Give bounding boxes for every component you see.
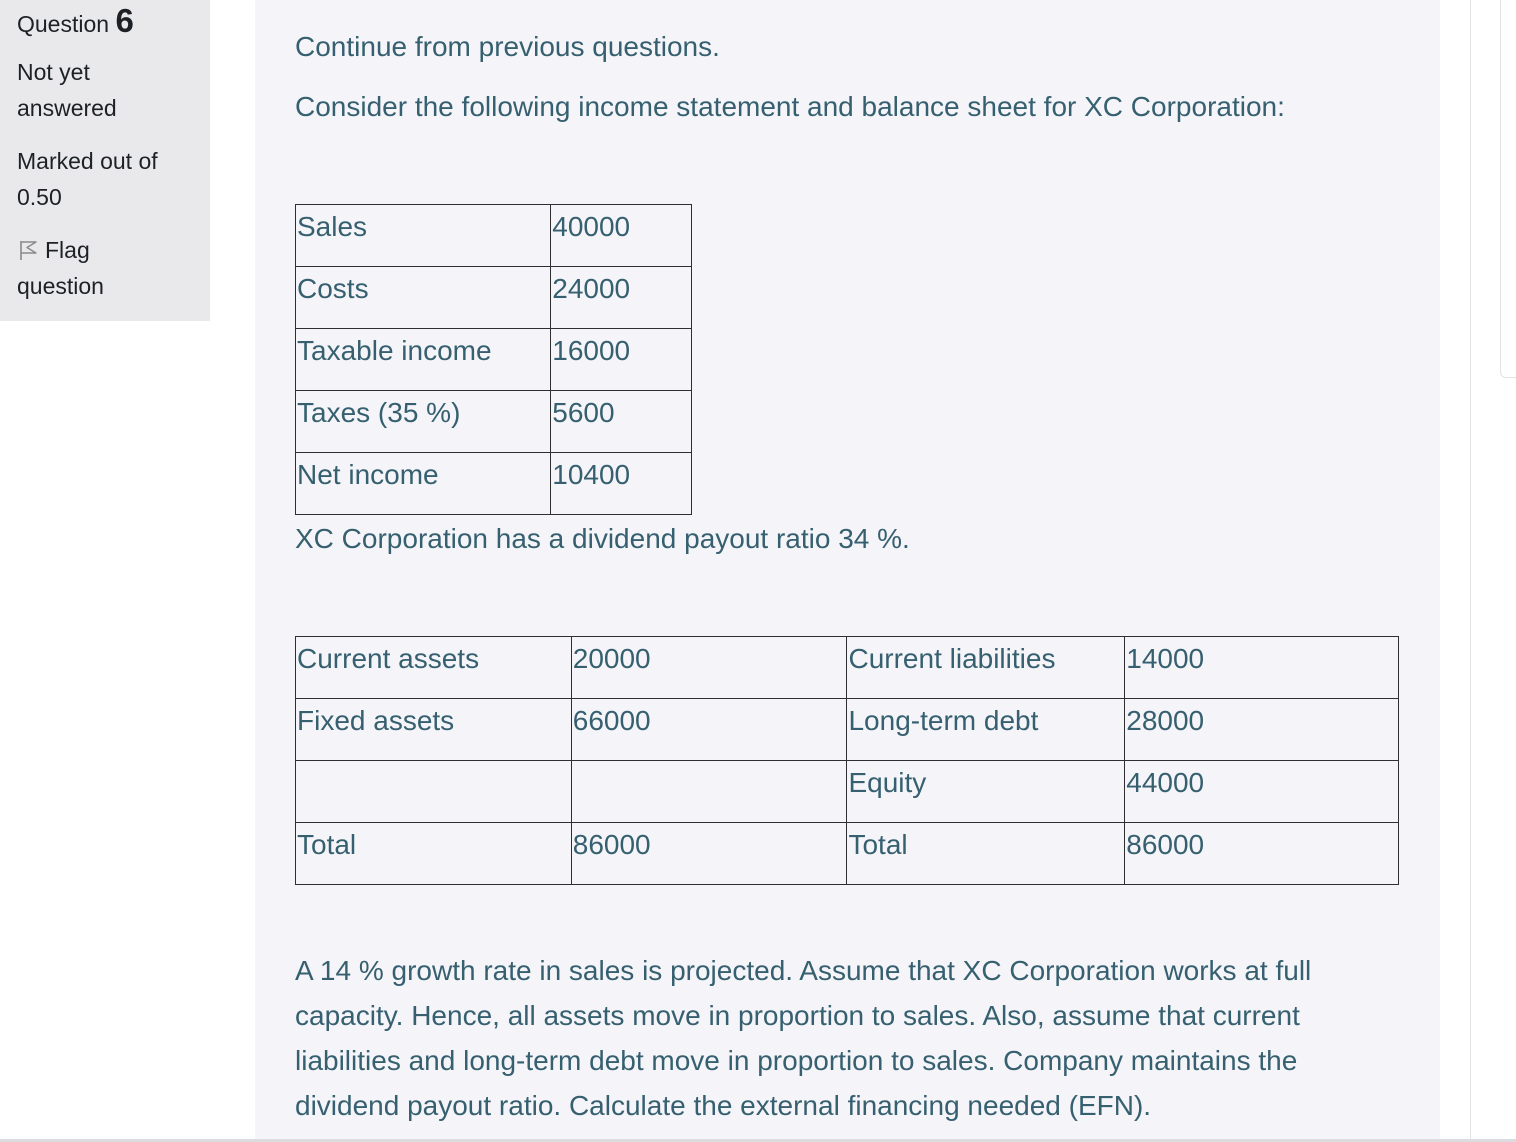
balance-cell: Total [296,823,572,885]
state-line-2: answered [17,95,117,121]
balance-cell: Total [847,823,1125,885]
flag-question-button[interactable] [17,232,210,304]
table-row [296,205,692,267]
state-line-1: Not yet [17,59,90,85]
grade-line-2: 0.50 [17,184,62,210]
income-label-cell: Taxable income [296,329,551,391]
table-row [296,823,1399,885]
income-value-cell: 10400 [551,453,692,515]
income-label-cell: Net income [296,453,551,515]
income-value-cell: 24000 [551,267,692,329]
right-divider [1470,0,1471,1142]
table-row [296,699,1399,761]
balance-cell: Equity [847,761,1125,823]
intro-text: Continue from previous questions. [295,31,720,62]
question-number: 6 [115,2,134,39]
grade-line-1: Marked out of [17,148,158,174]
balance-cell: Current liabilities [847,637,1125,699]
income-label-cell: Costs [296,267,551,329]
balance-cell: 20000 [571,637,847,699]
table-row [296,761,1399,823]
flag-label-2: question [17,273,104,299]
balance-cell: Current assets [296,637,572,699]
balance-cell: Fixed assets [296,699,572,761]
balance-cell: 86000 [571,823,847,885]
balance-sheet-table [295,636,1399,885]
table-row [296,267,692,329]
consider-text: Consider the following income statement and balance sheet for XC Corporation: [295,91,1285,122]
balance-cell: 28000 [1125,699,1399,761]
income-statement-table [295,204,692,515]
flag-label-1: Flag [45,237,90,263]
income-label-cell: Sales [296,205,551,267]
income-value-cell: 16000 [551,329,692,391]
question-number-heading [17,4,210,41]
question-info-panel [0,0,210,321]
table-row [296,637,1399,699]
task-text: A 14 % growth rate in sales is projected. Assume that XC Corporation works at full capacity. Hence, all assets move in proportion to sales. Also, assume that current liabilities and long-term debt move in proportion to sales. Company maintains the dividend payout ratio. Calculate the external financing needed (EFN). [295,955,1312,1121]
balance-cell [296,761,572,823]
right-drawer-edge[interactable] [1500,0,1516,378]
income-value-cell: 5600 [551,391,692,453]
flag-icon [17,237,45,263]
balance-cell [571,761,847,823]
balance-cell: 86000 [1125,823,1399,885]
balance-cell: 44000 [1125,761,1399,823]
table-row [296,329,692,391]
table-row [296,453,692,515]
question-label: Question [17,11,110,37]
balance-cell: 14000 [1125,637,1399,699]
question-state [17,54,210,126]
question-text-area [255,0,1440,1142]
balance-cell: Long-term debt [847,699,1125,761]
income-value-cell: 40000 [551,205,692,267]
dividend-text: XC Corporation has a dividend payout ratio 34 %. [295,523,910,554]
question-grade [17,143,210,215]
balance-cell: 66000 [571,699,847,761]
table-row [296,391,692,453]
income-label-cell: Taxes (35 %) [296,391,551,453]
